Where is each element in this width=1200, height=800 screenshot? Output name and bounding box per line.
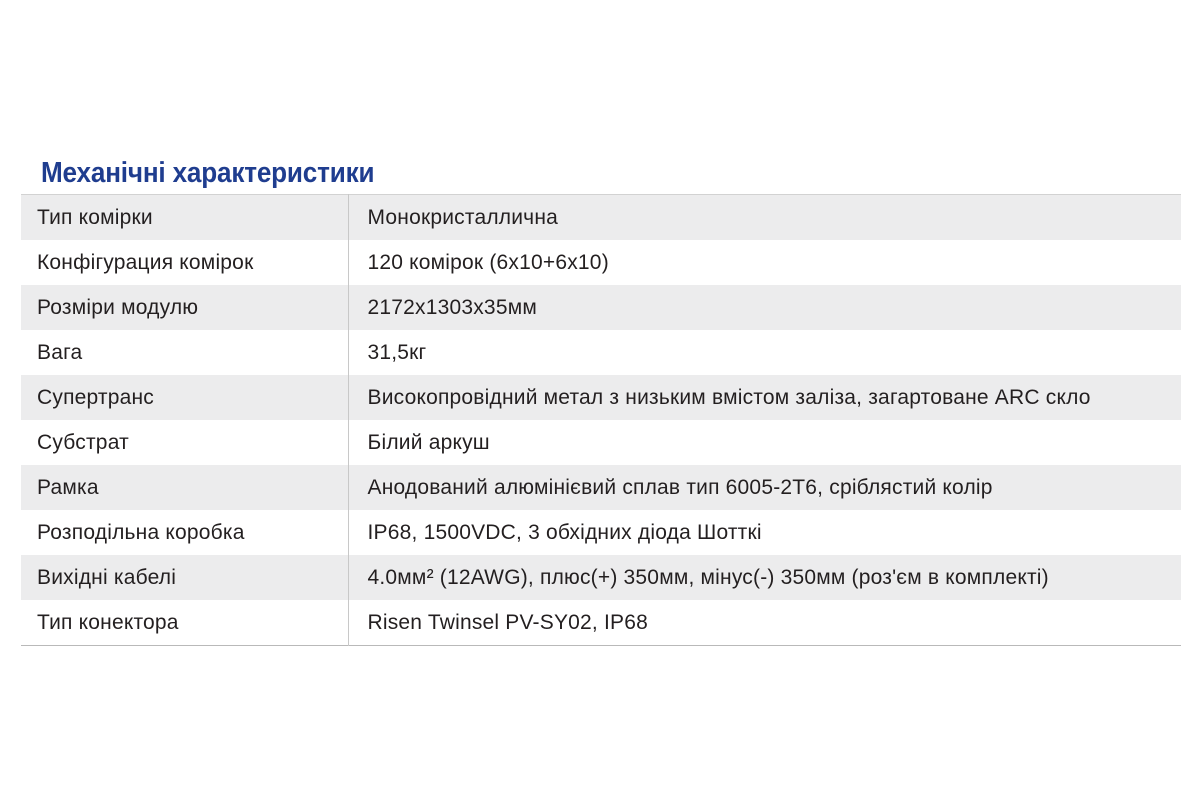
spec-label: Супертранс xyxy=(21,375,348,420)
spec-label: Тип комірки xyxy=(21,195,348,241)
table-row xyxy=(21,555,1181,600)
table-row xyxy=(21,240,1181,285)
spec-label: Вихідні кабелі xyxy=(21,555,348,600)
spec-value: Анодований алюмінієвий сплав тип 6005-2T6, сріблястий колір xyxy=(348,465,1181,510)
spec-label: Тип конектора xyxy=(21,600,348,646)
spec-value: Білий аркуш xyxy=(367,431,490,454)
section-title: Механічні характеристики xyxy=(41,157,375,189)
table-row xyxy=(21,330,1181,375)
spec-label: Вага xyxy=(21,330,348,375)
spec-table-body xyxy=(21,195,1181,646)
table-row xyxy=(21,600,1181,646)
table-row xyxy=(21,375,1181,420)
table-row xyxy=(21,510,1181,555)
spec-value: Risen Twinsel PV-SY02, IP68 xyxy=(367,611,648,634)
spec-label: Рамка xyxy=(21,465,348,510)
spec-label: Субстрат xyxy=(21,420,348,465)
table-row xyxy=(21,420,1181,465)
table-row xyxy=(21,195,1181,241)
spec-value: IP68, 1500VDC, 3 обхідних діода Шотткі xyxy=(367,521,762,544)
table-row xyxy=(21,465,1181,510)
spec-label: Розподільна коробка xyxy=(21,510,348,555)
mechanical-specs-section xyxy=(21,148,1181,646)
spec-table xyxy=(21,194,1181,646)
spec-value: 31,5кг xyxy=(367,341,427,364)
spec-label: Конфігурация комірок xyxy=(21,240,348,285)
spec-value: 4.0мм² (12AWG), плюс(+) 350мм, мінус(-) 350мм (роз'єм в комплекті) xyxy=(348,555,1181,600)
table-row xyxy=(21,285,1181,330)
spec-value: Монокристаллична xyxy=(348,195,1181,241)
spec-value: Високопровідний метал з низьким вмістом заліза, загартоване ARC скло xyxy=(348,375,1181,420)
spec-label: Розміри модулю xyxy=(21,285,348,330)
spec-value: 120 комірок (6x10+6x10) xyxy=(367,251,609,274)
spec-value: 2172x1303x35мм xyxy=(348,285,1181,330)
